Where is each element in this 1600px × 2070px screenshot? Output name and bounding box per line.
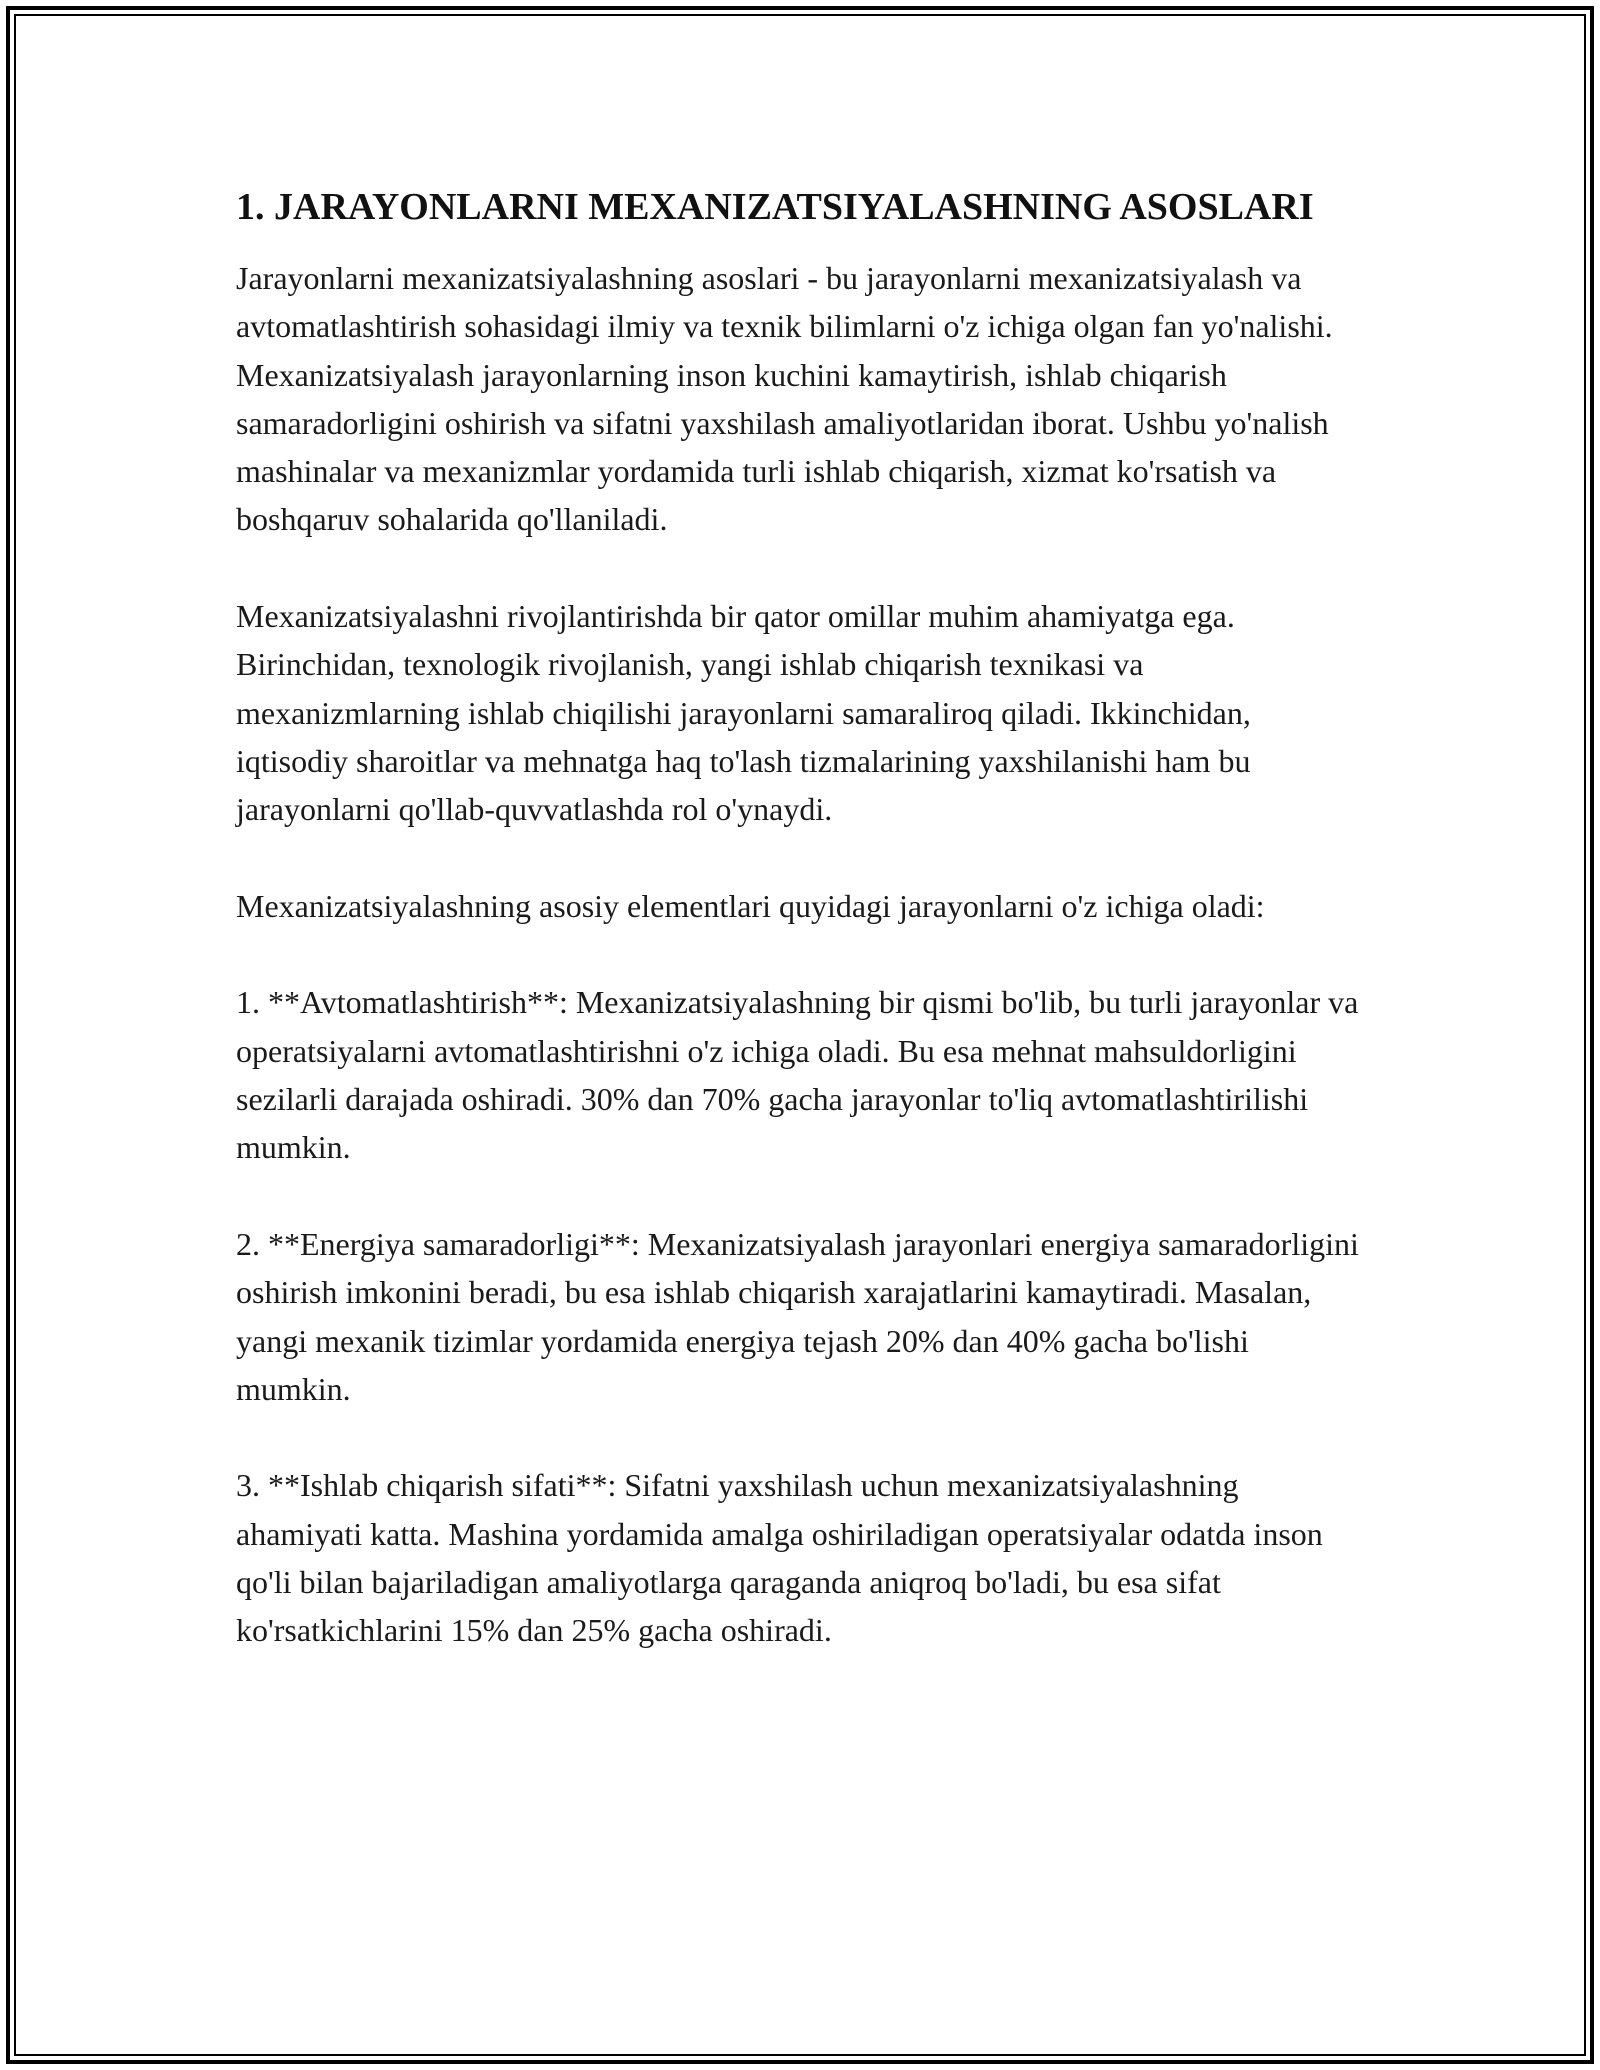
paragraph-factors: Mexanizatsiyalashni rivojlantirishda bir qator omillar muhim ahamiyatga ega. Birinchidan, texnologik rivojlanish, yangi ishlab chiqarish texnikasi va mexanizmlarning ishlab chiqilishi jarayonlarni samaraliroq qiladi. Ikkinchidan, iqtisodiy sharoitlar va mehnatga haq to'lash tizmalarining yaxshilanishi ham bu jarayonlarni qo'llab-quvvatlashda rol o'ynaydi.	[236, 598, 1251, 828]
list-item-automation: 1. **Avtomatlashtirish**: Mexanizatsiyalashning bir qismi bo'lib, bu turli jarayonlar va operatsiyalarni avtomatlashtirishni o'z ichiga oladi. Bu esa mehnat mahsuldorligini sezilarli darajada oshiradi. 30% dan 70% gacha jarayonlar to'liq avtomatlashtirilishi mumkin.	[236, 984, 1359, 1166]
paragraph-elements-intro: Mexanizatsiyalashning asosiy elementlari quyidagi jarayonlarni o'z ichiga oladi:	[236, 887, 1265, 924]
paragraph-intro: Jarayonlarni mexanizatsiyalashning asoslari - bu jarayonlarni mexanizatsiyalash va avtomatlashtirish sohasidagi ilmiy va texnik bilimlarni o'z ichiga olgan fan yo'nalishi. Mexanizatsiyalash jarayonlarning inson kuchini kamaytirish, ishlab chiqarish samaradorligini oshirish va sifatni yaxshilash amaliyotlaridan iborat. Ushbu yo'nalish mashinalar va mexanizmlar yordamida turli ishlab chiqarish, xizmat ko'rsatish va boshqaruv sohalarida qo'llaniladi.	[236, 260, 1333, 538]
document-title: 1. JARAYONLARNI MEXANIZATSIYALASHNING ASOSLARI	[236, 186, 1314, 228]
list-item-production-quality: 3. **Ishlab chiqarish sifati**: Sifatni yaxshilash uchun mexanizatsiyalashning ahamiyati katta. Mashina yordamida amalga oshiriladigan operatsiyalar odatda inson qo'li bilan bajariladigan amaliyotlarga qaraganda aniqroq bo'ladi, bu esa sifat ko'rsatkichlarini 15% dan 25% gacha oshiradi.	[236, 1467, 1323, 1649]
list-item-energy-efficiency: 2. **Energiya samaradorligi**: Mexanizatsiyalash jarayonlari energiya samaradorligini oshirish imkonini beradi, bu esa ishlab chiqarish xarajatlarini kamaytiradi. Masalan, yangi mexanik tizimlar yordamida energiya tejash 20% dan 40% gacha bo'lishi mumkin.	[236, 1225, 1359, 1407]
document-body	[236, 180, 1366, 1655]
